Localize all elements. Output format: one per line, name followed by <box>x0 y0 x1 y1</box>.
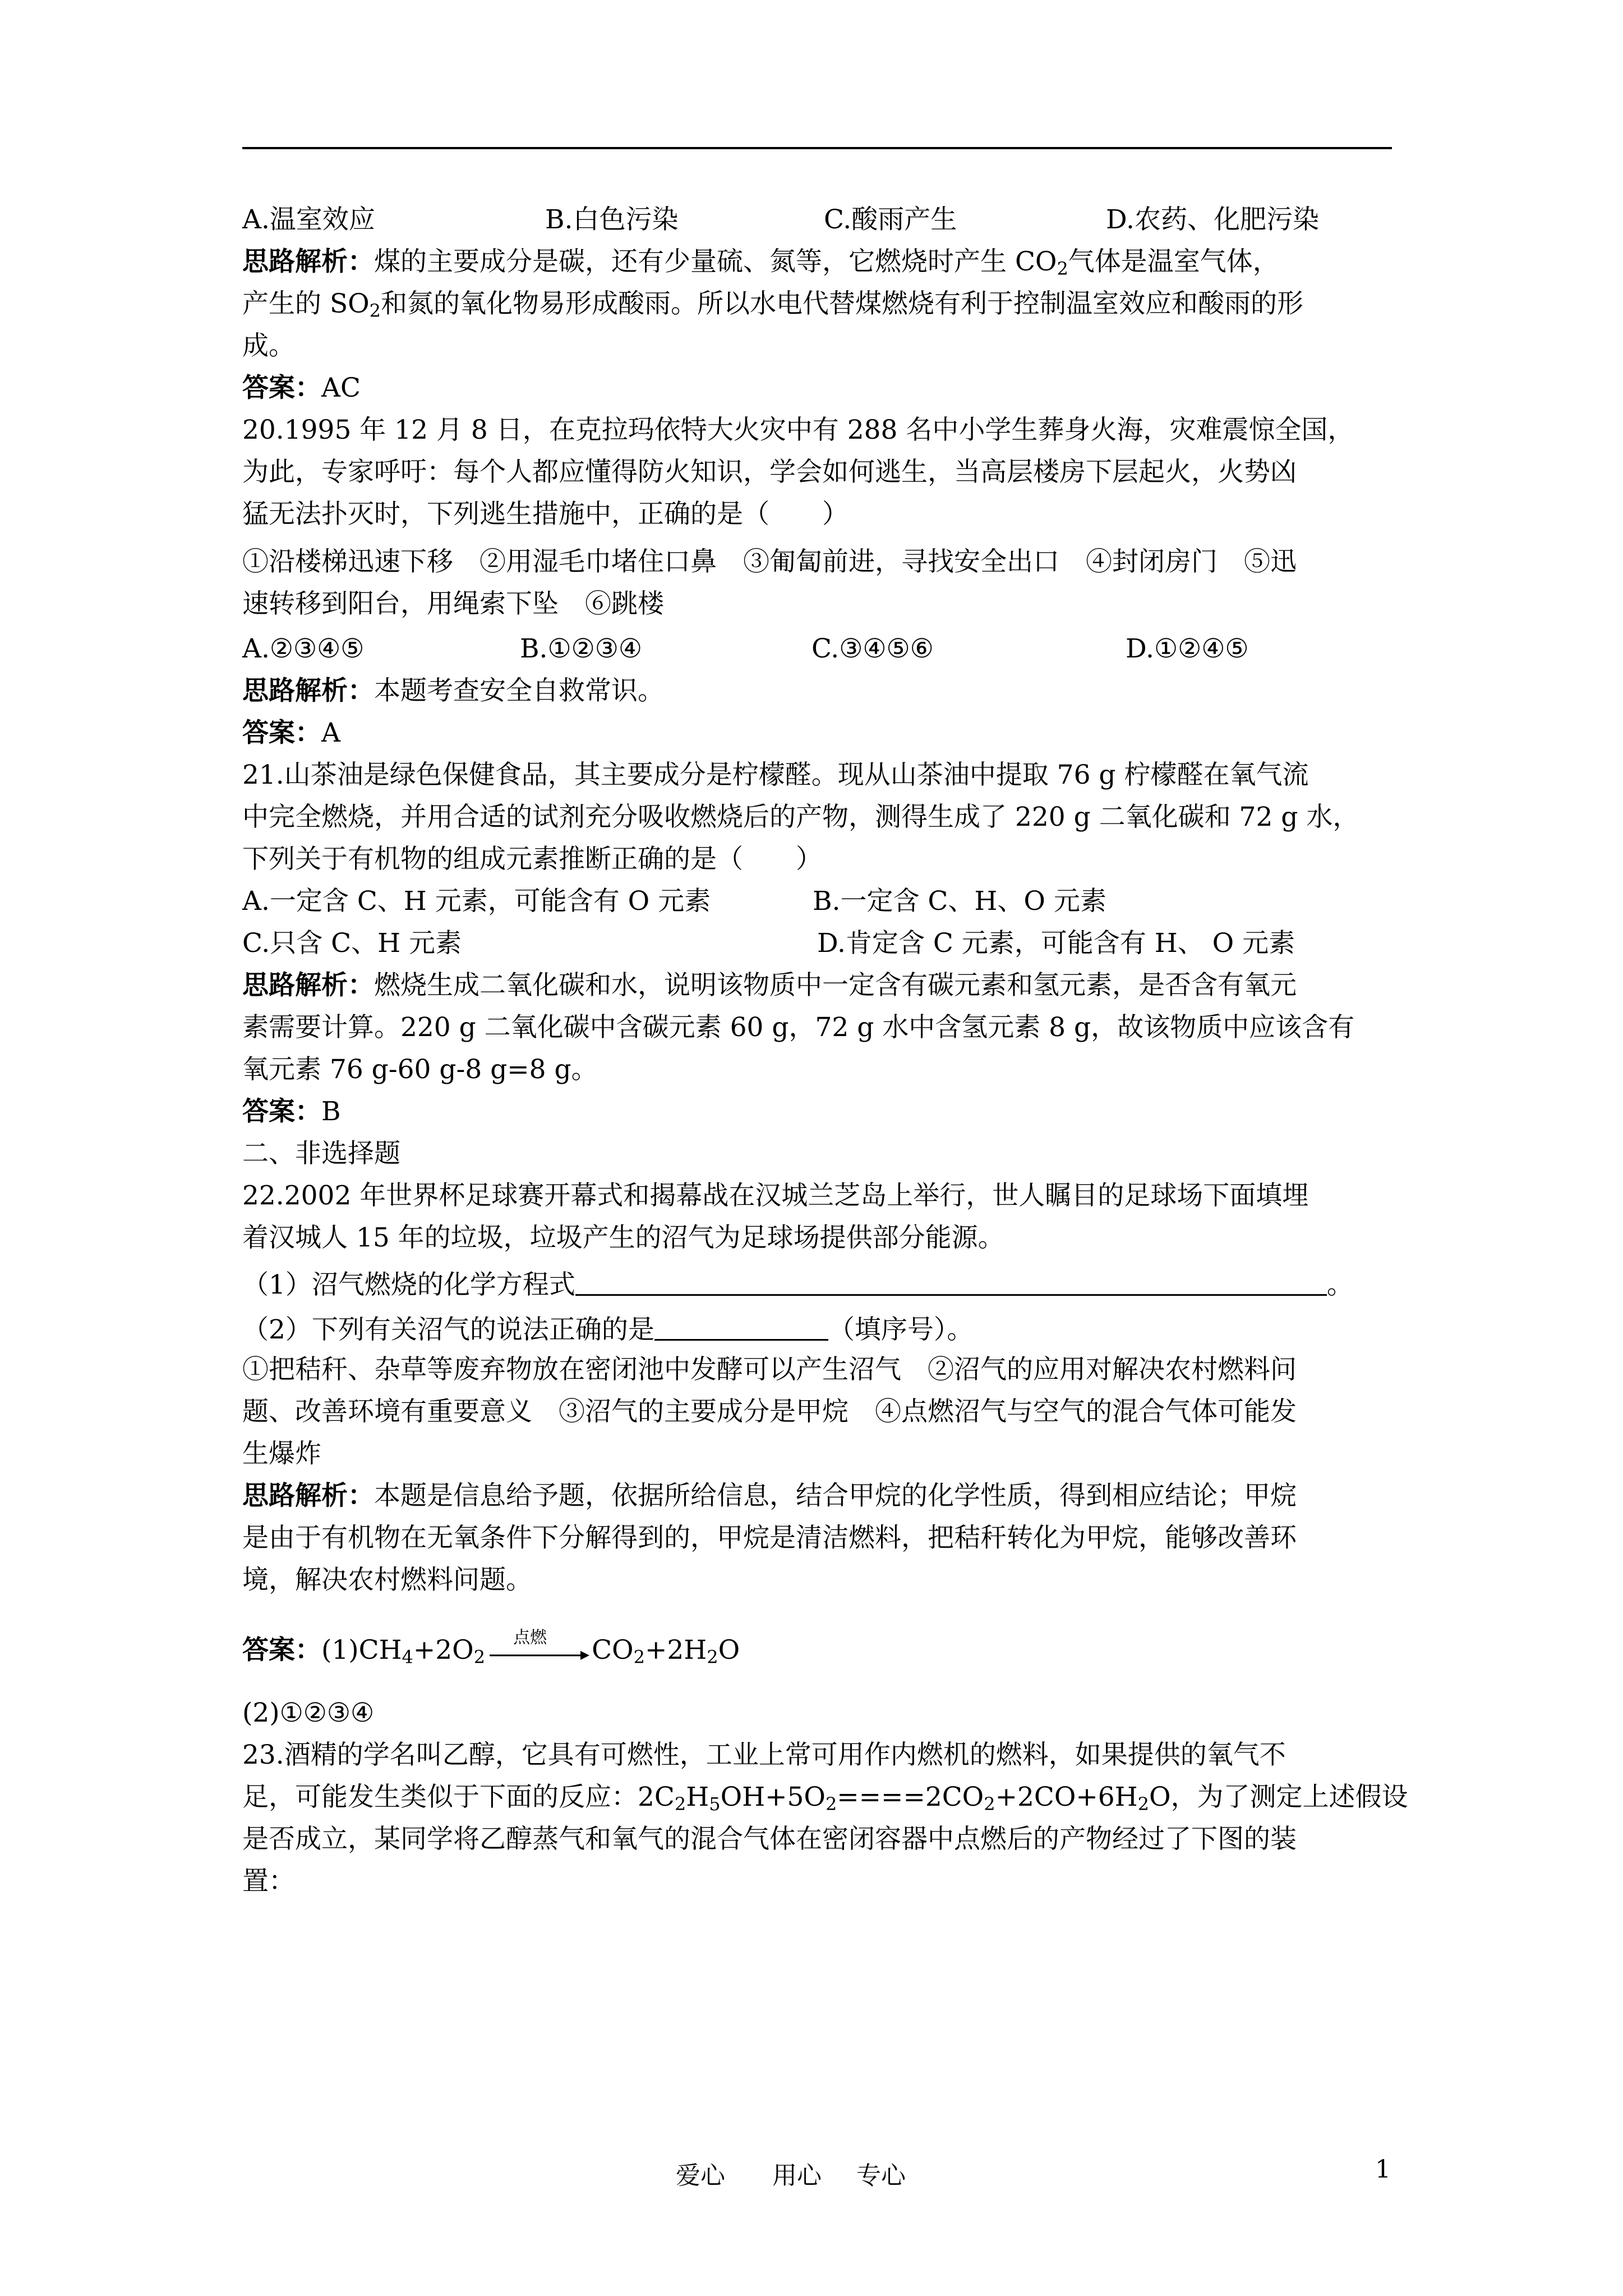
footer-right: 专心 <box>856 2161 906 2190</box>
q19-analysis-line-2: 产生的 $SO_2$和氮的氧化物易形成酸雨。所以水电代替煤燃烧有利于控制温室效应和酸雨的形 <box>242 288 1304 321</box>
q21-stem-line-3: 下列关于有机物的组成元素推断正确的是（ ） <box>242 844 822 875</box>
q20-stem-line-2: 为此，专家呼吁：每个人都应懂得防火知识，学会如何逃生，当高层楼房下层起火，火势凶 <box>242 457 1297 487</box>
q23-stem-line-3: 是否成立，某同学将乙醇蒸气和氧气的混合气体在密闭容器中点燃后的产物经过了下图的装 <box>242 1824 1297 1855</box>
option-b: B.①②③④ <box>520 633 643 664</box>
option-b: B.一定含 C、H、O 元素 <box>813 886 1106 917</box>
q22-stem-line-1: 22.2002 年世界杯足球赛开幕式和揭幕战在汉城兰芝岛上举行，世人瞩目的足球场下面填埋 <box>242 1180 1309 1211</box>
arrow-icon <box>485 1649 592 1662</box>
option-d: D.肯定含 C 元素，可能含有 H、 O 元素 <box>817 928 1295 959</box>
section-heading: 二、非选择题 <box>242 1138 400 1169</box>
footer-left: 爱心 <box>676 2161 725 2190</box>
q21-analysis-line-2: 素需要计算。220 g 二氧化碳中含碳元素 60 g，72 g 水中含氢元素 8 g，故该物质中应该含有 <box>242 1012 1355 1043</box>
q22-answer-equation: 答案：$(1)CH_4+2O_2$ 点燃 $CO_2+2H_2O$ <box>242 1628 740 1668</box>
blank-1 <box>575 1269 1327 1296</box>
q22-items-line-1: ①把秸秆、杂草等废弃物放在密闭池中发酵可以产生沼气 ②沼气的应用对解决农村燃料问 <box>242 1354 1297 1385</box>
q22-sub-2: （2）下列有关沼气的说法正确的是 （填序号）。 <box>242 1314 974 1345</box>
option-a: A.②③④⑤ <box>242 633 365 664</box>
q20-answer: 答案：A <box>242 717 340 748</box>
option-c: C.酸雨产生 <box>824 204 957 235</box>
option-c: C.只含 C、H 元素 <box>242 928 462 959</box>
reaction-condition: 点燃 <box>513 1628 547 1648</box>
q20-items-line-2: 速转移到阳台，用绳索下坠 ⑥跳楼 <box>242 588 664 619</box>
q22-analysis-line-1: 思路解析：本题是信息给予题，依据所给信息，结合甲烷的化学性质，得到相应结论；甲烷 <box>242 1480 1297 1511</box>
header-rule <box>242 147 1392 149</box>
footer-mid: 用心 <box>772 2161 822 2190</box>
q19-analysis-line-1: 思路解析：煤的主要成分是碳，还有少量硫、氮等，它燃烧时产生 $CO_2$气体是温室气体， <box>242 246 1279 279</box>
q20-stem-line-3: 猛无法扑灭时，下列逃生措施中，正确的是（ ） <box>242 499 849 530</box>
q21-analysis-line-3: 氧元素 76 g-60 g-8 g=8 g。 <box>242 1054 598 1085</box>
q21-analysis-line-1: 思路解析：燃烧生成二氧化碳和水，说明该物质中一定含有碳元素和氢元素，是否含有氧元 <box>242 970 1297 1001</box>
q22-sub-1: （1）沼气燃烧的化学方程式 。 <box>242 1269 1353 1300</box>
option-c: C.③④⑤⑥ <box>811 633 934 664</box>
blank-2 <box>654 1314 828 1341</box>
q22-items-line-2: 题、改善环境有重要意义 ③沼气的主要成分是甲烷 ④点燃沼气与空气的混合气体可能发 <box>242 1396 1297 1427</box>
q20-stem-line-1: 20.1995 年 12 月 8 日，在克拉玛依特大火灾中有 288 名中小学生葬身火海，灾难震惊全国， <box>242 415 1354 445</box>
q21-stem-line-1: 21.山茶油是绿色保健食品，其主要成分是柠檬醛。现从山茶油中提取 76 g 柠檬醛在氧气流 <box>242 760 1309 790</box>
q19-analysis-line-3: 成。 <box>242 330 295 361</box>
q23-stem-line-4: 置： <box>242 1866 295 1897</box>
q21-stem-line-2: 中完全燃烧，并用合适的试剂充分吸收燃烧后的产物，测得生成了 220 g 二氧化碳和 72 g 水， <box>242 802 1359 832</box>
q20-items-line-1: ①沿楼梯迅速下移 ②用湿毛巾堵住口鼻 ③匍匐前进，寻找安全出口 ④封闭房门 ⑤迅 <box>242 546 1297 577</box>
option-a: A.一定含 C、H 元素，可能含有 O 元素 <box>242 886 711 917</box>
q23-stem-line-2: 足，可能发生类似于下面的反应：$2C_2H_5OH+5O_2====2CO_2+2CO+6H_2O$，为了测定上述假设 <box>242 1782 1408 1815</box>
option-d: D.农药、化肥污染 <box>1106 204 1319 235</box>
option-a: A.温室效应 <box>242 204 375 235</box>
q20-analysis: 思路解析：本题考查安全自救常识。 <box>242 675 664 706</box>
page-number: 1 <box>1375 2155 1391 2184</box>
q21-answer: 答案：B <box>242 1096 341 1127</box>
option-b: B.白色污染 <box>545 204 679 235</box>
reaction-arrow <box>485 1628 592 1664</box>
q22-analysis-line-2: 是由于有机物在无氧条件下分解得到的，甲烷是清洁燃料，把秸秆转化为甲烷，能够改善环 <box>242 1522 1297 1553</box>
q22-analysis-line-3: 境，解决农村燃料问题。 <box>242 1565 532 1595</box>
q23-stem-line-1: 23.酒精的学名叫乙醇，它具有可燃性，工业上常可用作内燃机的燃料，如果提供的氧气不 <box>242 1740 1286 1770</box>
q22-stem-line-2: 着汉城人 15 年的垃圾，垃圾产生的沼气为足球场提供部分能源。 <box>242 1222 1004 1253</box>
q22-items-line-3: 生爆炸 <box>242 1438 321 1469</box>
q19-answer: 答案：AC <box>242 372 361 403</box>
option-d: D.①②④⑤ <box>1126 633 1249 664</box>
q22-answer-2: (2)①②③④ <box>242 1697 375 1728</box>
